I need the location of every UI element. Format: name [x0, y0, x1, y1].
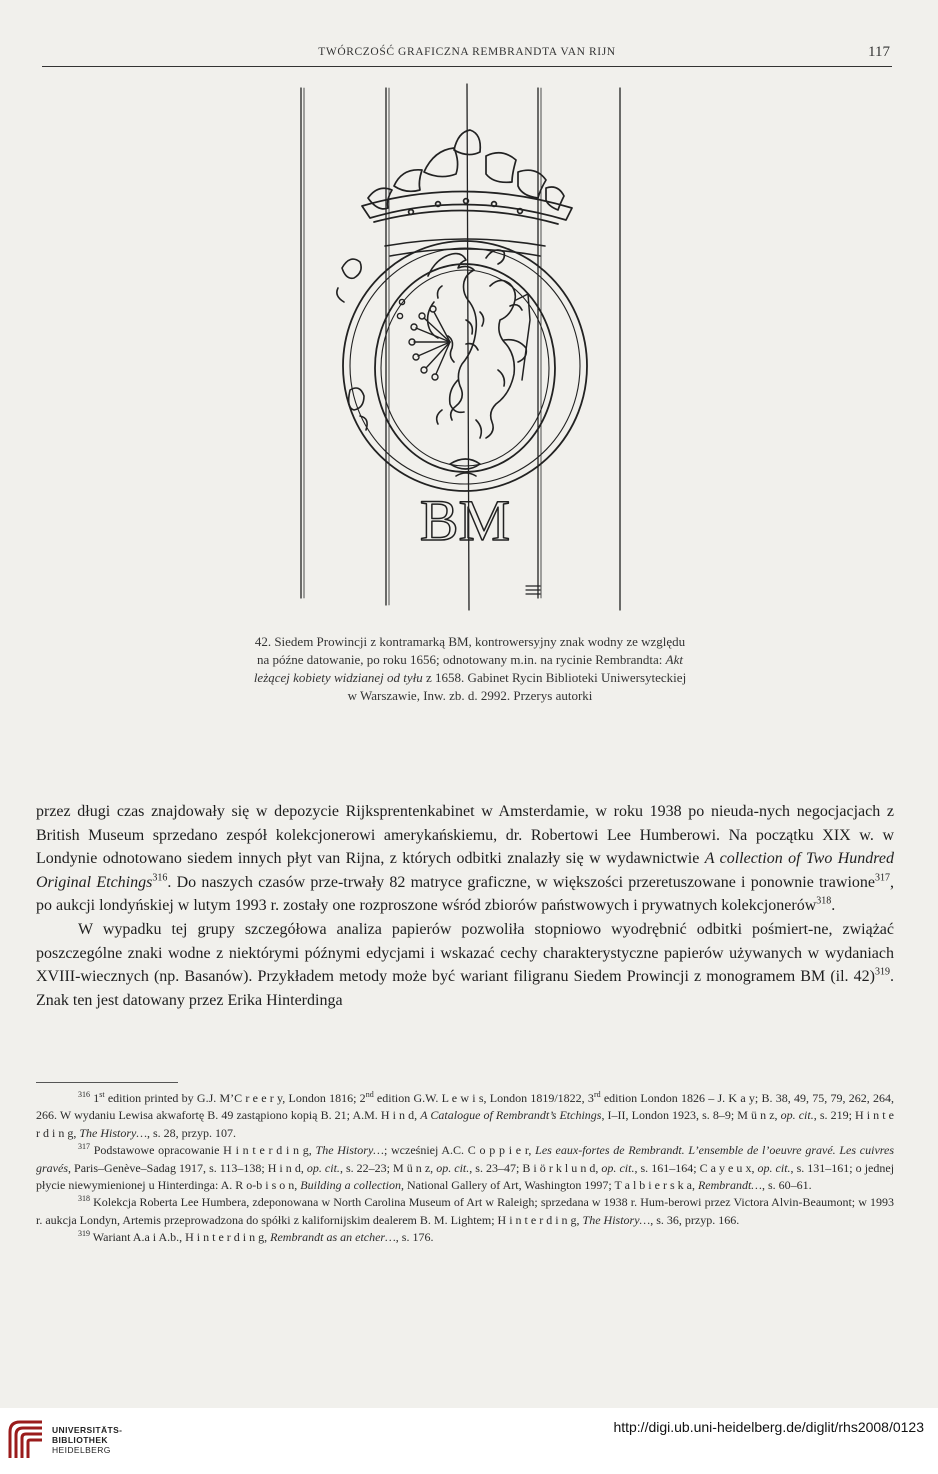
fn-text: , s. 131–161; o jednej płycie niewymienionej u Hinterdinga: A. R o-b i s o n,: [36, 1160, 895, 1193]
fn-title: op. cit.: [780, 1108, 814, 1123]
fn-text: Wariant A.a i A.b., H i n t e r d i n g,: [90, 1230, 271, 1245]
fn-ordinal: nd: [365, 1090, 374, 1099]
fn-title: Rembrandt…: [697, 1178, 762, 1193]
fn-text: , s. 22–23; M ü n z,: [339, 1160, 437, 1175]
fn-number: 319: [78, 1229, 90, 1239]
fn-title: Les eaux-fortes de Rembrandt. L’ensemble de l’oeuvre gravé. Les cuivres gravés: [36, 1143, 894, 1175]
p1-text-b: . Do naszych czasów prze-trwały 82 matryce graficzne, w większości przeretuszowane i ponownie trawione: [167, 873, 875, 891]
fn-title: op. cit.: [436, 1160, 470, 1175]
footnote-319: [36, 1229, 894, 1246]
bottom-knot-curl: [456, 473, 476, 476]
footnote-ref-316[interactable]: 316: [152, 872, 168, 884]
fn-title: The History…: [315, 1143, 384, 1158]
footnote-317: [36, 1142, 894, 1194]
fn-text: edition London 1826 – J. K a y; B. 38, 49, 75, 79, 262, 264, 266. W wydaniu Lewisa akwafortę B. 49 zastąpiono kopią B. 21; A.M. H i n d,: [36, 1091, 894, 1123]
ornament-left-top: [342, 259, 361, 278]
crown-base-line: [385, 239, 545, 246]
fn-text: , s. 219; H i n t e r d i n g,: [36, 1108, 894, 1140]
bottom-knot: [450, 459, 480, 469]
p1-text-c: , po aukcji londyńskiej w lutym 1993 r. zostały one rozproszone wśród zbiorów państwowych i prywatnych kolekcjonerów: [36, 873, 894, 915]
fn-text: , National Gallery of Art, Washington 1997; T a l b i e r s k a,: [400, 1178, 698, 1193]
fn-title: Building a collection: [300, 1178, 401, 1193]
running-head: [42, 44, 892, 67]
fn-title: Rembrandt as an etcher…: [270, 1230, 396, 1245]
fn-text: , s. 161–164; C a y e u x,: [634, 1160, 758, 1175]
footnote-ref-317[interactable]: 317: [875, 872, 890, 884]
library-line-3: HEIDELBERG: [52, 1445, 111, 1455]
p2-text-a: W wypadku tej grupy szczegółowa analiza papierów pozwoliła stopniowo wyodrębnić odbitki pośmiert-ne, zwiążać poszczególne znaki wodne z niektórymi późnymi edycjami i wskazać cechy charakterystyczne papierów używanych w wydaniach XVIII-wiecznych (np. Basanów). Przykładem metody może być wariant filigranu Siedem Prowincji z monogramem BM (il. 42): [36, 920, 894, 986]
running-title: TWÓRCZOŚĆ GRAFICZNA REMBRANDTA VAN RIJN: [318, 46, 616, 58]
p2-text-b: . Znak ten jest datowany przez Erika Hinterdinga: [36, 968, 894, 1009]
fn-text: , s. 23–47; B i ö r k l u n d,: [469, 1160, 602, 1175]
fn-number: 316: [78, 1090, 90, 1099]
footnote-ref-319[interactable]: 319: [875, 966, 890, 978]
body-text: [36, 800, 894, 1012]
p1-book-title: A collection of Two Hundred Original Etchings: [36, 850, 895, 891]
fn-number: 318: [78, 1194, 90, 1204]
fn-text: Kolekcja Roberta Lee Humbera, zdeponowana w North Carolina Museum of Art w Raleigh; sprzedana w 1938 r. Hum-berowi przez Victora Alvin-Beaumont; w 1993 r. aukcja Londyn, Artemis przeprowadzona do spółki z kalifornijskim dealerem B. M. Lightem; H i n t e r d i n g,: [36, 1195, 894, 1227]
fn-ordinal: st: [99, 1090, 105, 1099]
fn-text: 1: [90, 1091, 100, 1105]
monogram-bm: BM: [419, 488, 511, 553]
watermark-drawing: [290, 80, 640, 625]
ornament-left-curl: [360, 416, 367, 430]
fn-title: op. cit.: [601, 1160, 635, 1175]
sword: [516, 294, 530, 380]
permalink-url[interactable]: http://digi.ub.uni-heidelberg.de/diglit/rhs2008/0123: [613, 1419, 924, 1435]
footnote-318: [36, 1194, 894, 1229]
footnote-316: [36, 1090, 894, 1142]
page-number: 117: [868, 44, 890, 60]
footnote-ref-318[interactable]: 318: [816, 896, 832, 908]
footnote-rule: [36, 1082, 178, 1083]
footer-bar: [0, 1408, 938, 1474]
library-logo-icon[interactable]: [6, 1418, 46, 1462]
fn-title: op. cit.: [757, 1160, 791, 1175]
fn-title: The History…: [582, 1212, 651, 1227]
ornament-left-low: [349, 388, 364, 410]
fn-text: , s. 36, przyp. 166.: [650, 1212, 740, 1227]
figure-caption: [250, 633, 690, 705]
library-line-2: BIBLIOTHEK: [52, 1435, 108, 1445]
fn-number: 317: [78, 1142, 90, 1152]
fn-text: edition G.W. L e w i s, London 1819/1822, 3: [373, 1091, 594, 1105]
ornament-left-mid: [337, 288, 344, 302]
fn-text: edition printed by G.J. M’C r e e r y, London 1816; 2: [104, 1091, 366, 1105]
library-name[interactable]: [52, 1425, 122, 1455]
fn-title: The History…: [79, 1125, 148, 1140]
fn-title: A Catalogue of Rembrandt’s Etchings: [420, 1108, 602, 1123]
fn-text: , I–II, London 1923, s. 8–9; M ü n z,: [601, 1108, 781, 1123]
p1-text-a: przez długi czas znajdowały się w depozycie Rijksprentenkabinet w Amsterdamie, w roku 1938 po nieuda-nych negocjacjach z British Museum sprzedano zespół kolekcjonerowi amerykańskiemu, dr. Robertowi Lee Humberowi. Na początku XIX w. w Londynie odnotowano siedem innych płyt van Rijna, z których odbitki znalazły się w wydawnictwie: [36, 803, 894, 868]
paragraph-2: [36, 918, 894, 1012]
fn-text: , s. 28, przyp. 107.: [147, 1125, 237, 1140]
paragraph-1: [36, 800, 894, 918]
caption-text-1: 42. Siedem Prowincji z kontramarką BM, kontrowersyjny znak wodny ze względu na późne datowanie, po roku 1656; odnotowany m.in. na rycinie Rembrandta:: [254, 634, 686, 667]
arrow-bundle: [397, 299, 450, 380]
outer-ring-inner: [350, 248, 580, 484]
fn-title: op. cit.: [306, 1160, 340, 1175]
fn-text: , Paris–Genève–Sadag 1917, s. 113–138; H i n d,: [68, 1160, 307, 1175]
crown-band: [390, 249, 540, 256]
fn-text: , s. 60–61.: [761, 1178, 812, 1193]
library-line-1: UNIVERSITÄTS-: [52, 1425, 123, 1435]
caption-artwork-title: Akt leżącej kobiety widzianej od tyłu: [253, 652, 683, 685]
watermark-figure: [290, 80, 640, 625]
caption-text-2: z 1658. Gabinet Rycin Biblioteki Uniwersyteckiej w Warszawie, Inw. zb. d. 2992. Przerys autorki: [347, 670, 687, 703]
p1-text-d: .: [831, 897, 836, 915]
footnotes: [36, 1090, 894, 1247]
fn-text: ; wcześniej A.C. C o p p i e r,: [383, 1143, 536, 1158]
fn-text: , s. 176.: [395, 1230, 434, 1245]
fn-ordinal: rd: [593, 1090, 601, 1099]
fn-text: Podstawowe opracowanie H i n t e r d i n g,: [90, 1143, 316, 1158]
